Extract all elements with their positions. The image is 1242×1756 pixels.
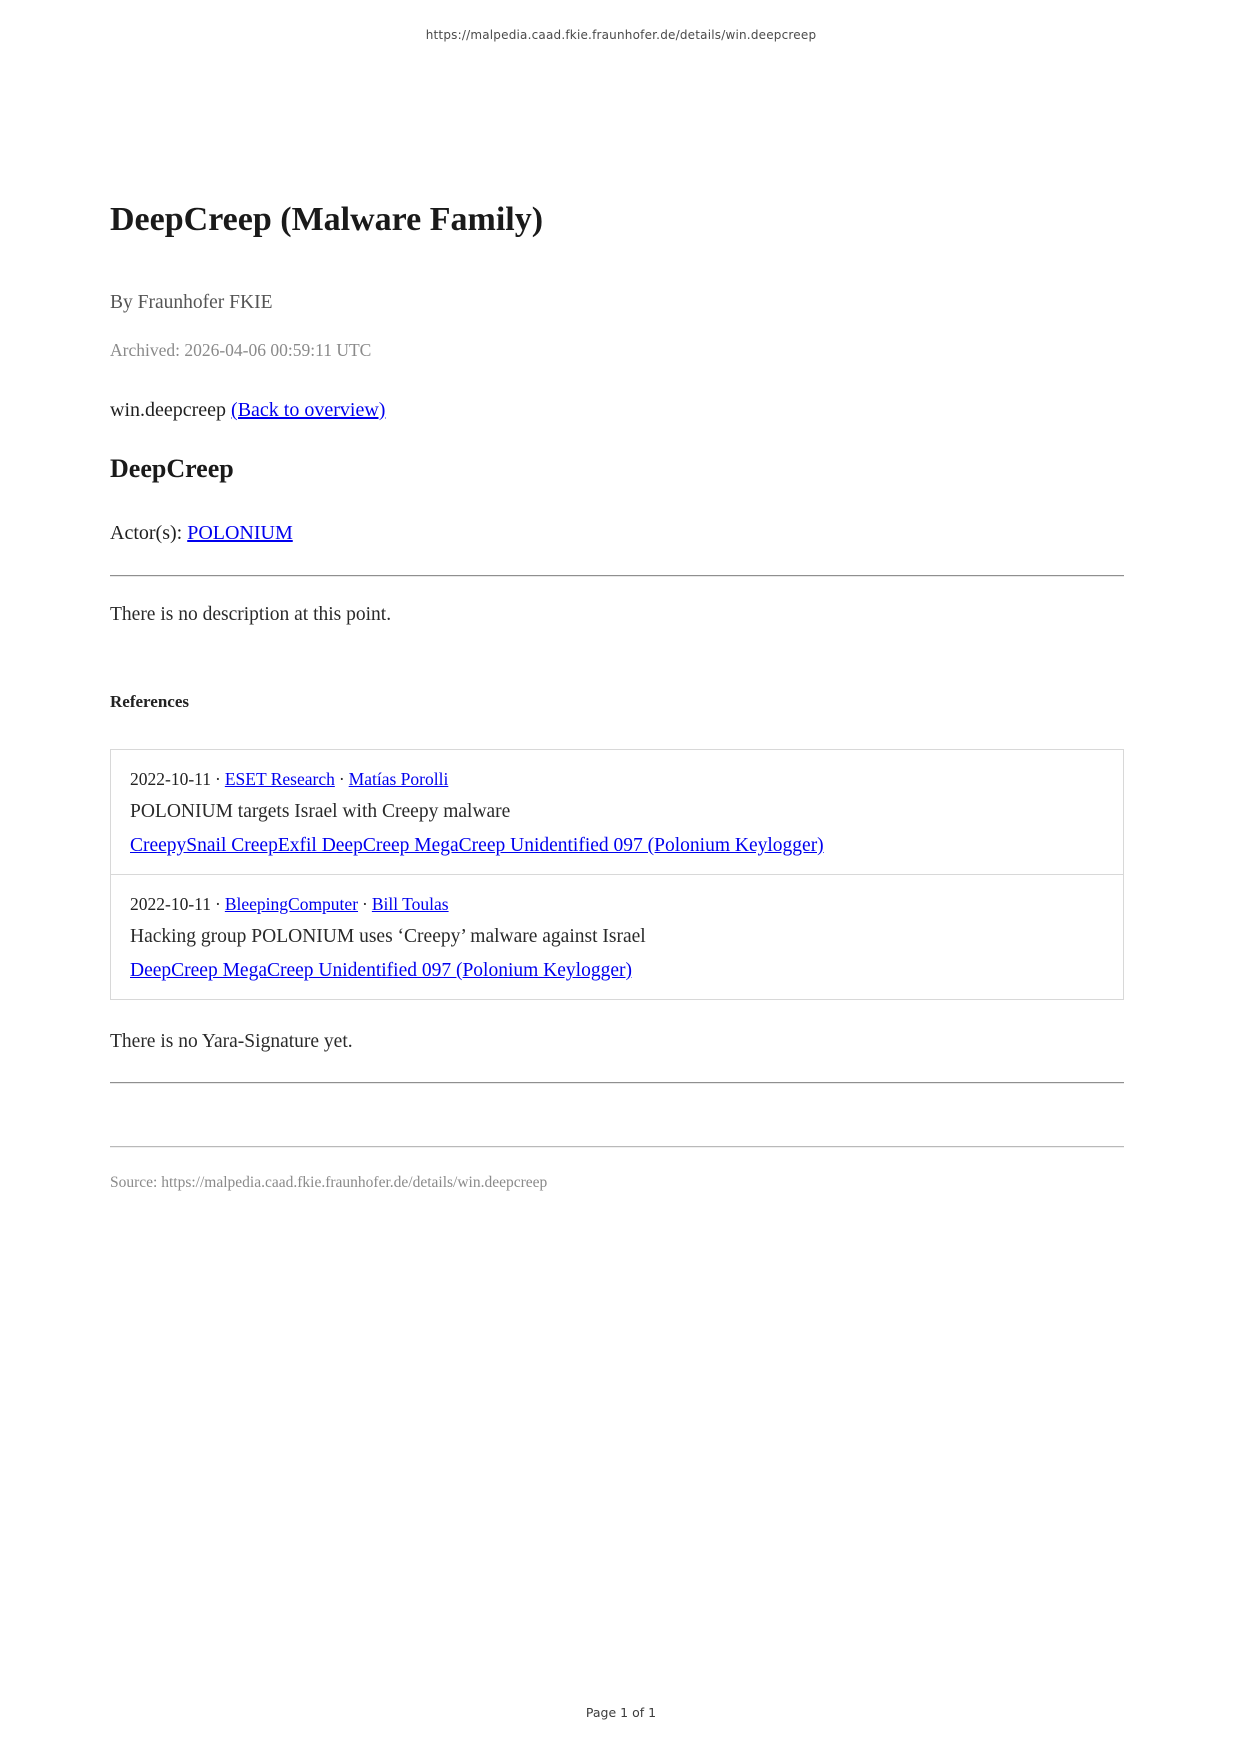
family-line bbox=[110, 398, 1124, 423]
reference-row bbox=[111, 750, 1123, 874]
reference-families bbox=[130, 958, 1104, 983]
divider bbox=[110, 575, 1124, 577]
separator-dot: · bbox=[215, 769, 221, 789]
reference-families-link[interactable]: CreepySnail CreepExfil DeepCreep MegaCreep Unidentified 097 (Polonium Keylogger) bbox=[130, 835, 824, 856]
description-text: There is no description at this point. bbox=[110, 604, 392, 625]
source-line: Source: https://malpedia.caad.fkie.fraunhofer.de/details/win.deepcreep bbox=[110, 1174, 548, 1191]
reference-date: 2022-10-11 bbox=[130, 894, 212, 914]
print-header-url: https://malpedia.caad.fkie.fraunhofer.de/details/win.deepcreep bbox=[425, 28, 817, 42]
reference-author-link[interactable]: Matías Porolli bbox=[348, 769, 449, 789]
actors-line bbox=[110, 521, 1124, 546]
references-table bbox=[110, 749, 1124, 1000]
separator-dot: · bbox=[215, 894, 221, 914]
page-title: DeepCreep (Malware Family) bbox=[110, 201, 544, 238]
reference-source-link[interactable]: ESET Research bbox=[224, 769, 335, 789]
references-heading: References bbox=[110, 692, 189, 711]
separator-dot: · bbox=[362, 894, 368, 914]
print-footer-page: Page 1 of 1 bbox=[585, 1705, 657, 1720]
back-to-overview-link[interactable]: (Back to overview) bbox=[231, 399, 386, 421]
reference-author-link[interactable]: Bill Toulas bbox=[371, 894, 449, 914]
reference-row bbox=[111, 874, 1123, 999]
yara-status: There is no Yara-Signature yet. bbox=[110, 1031, 353, 1052]
reference-families-link[interactable]: DeepCreep MegaCreep Unidentified 097 (Polonium Keylogger) bbox=[130, 960, 632, 981]
divider bbox=[110, 1082, 1124, 1084]
reference-date: 2022-10-11 bbox=[130, 769, 212, 789]
reference-meta bbox=[130, 892, 1104, 916]
actor-link-polonium[interactable]: POLONIUM bbox=[187, 522, 293, 544]
reference-title: POLONIUM targets Israel with Creepy malware bbox=[130, 801, 511, 822]
actors-label: Actor(s): bbox=[110, 522, 183, 544]
reference-families bbox=[130, 833, 1104, 858]
reference-meta bbox=[130, 767, 1104, 791]
byline: By Fraunhofer FKIE bbox=[110, 292, 273, 313]
family-heading: DeepCreep bbox=[110, 454, 234, 483]
archived-timestamp: Archived: 2026-04-06 00:59:11 UTC bbox=[110, 340, 372, 360]
reference-title: Hacking group POLONIUM uses ‘Creepy’ malware against Israel bbox=[130, 926, 646, 947]
family-id: win.deepcreep bbox=[110, 399, 227, 421]
main-content bbox=[110, 0, 1124, 1192]
reference-source-link[interactable]: BleepingComputer bbox=[224, 894, 359, 914]
divider bbox=[110, 1146, 1124, 1148]
separator-dot: · bbox=[338, 769, 345, 789]
